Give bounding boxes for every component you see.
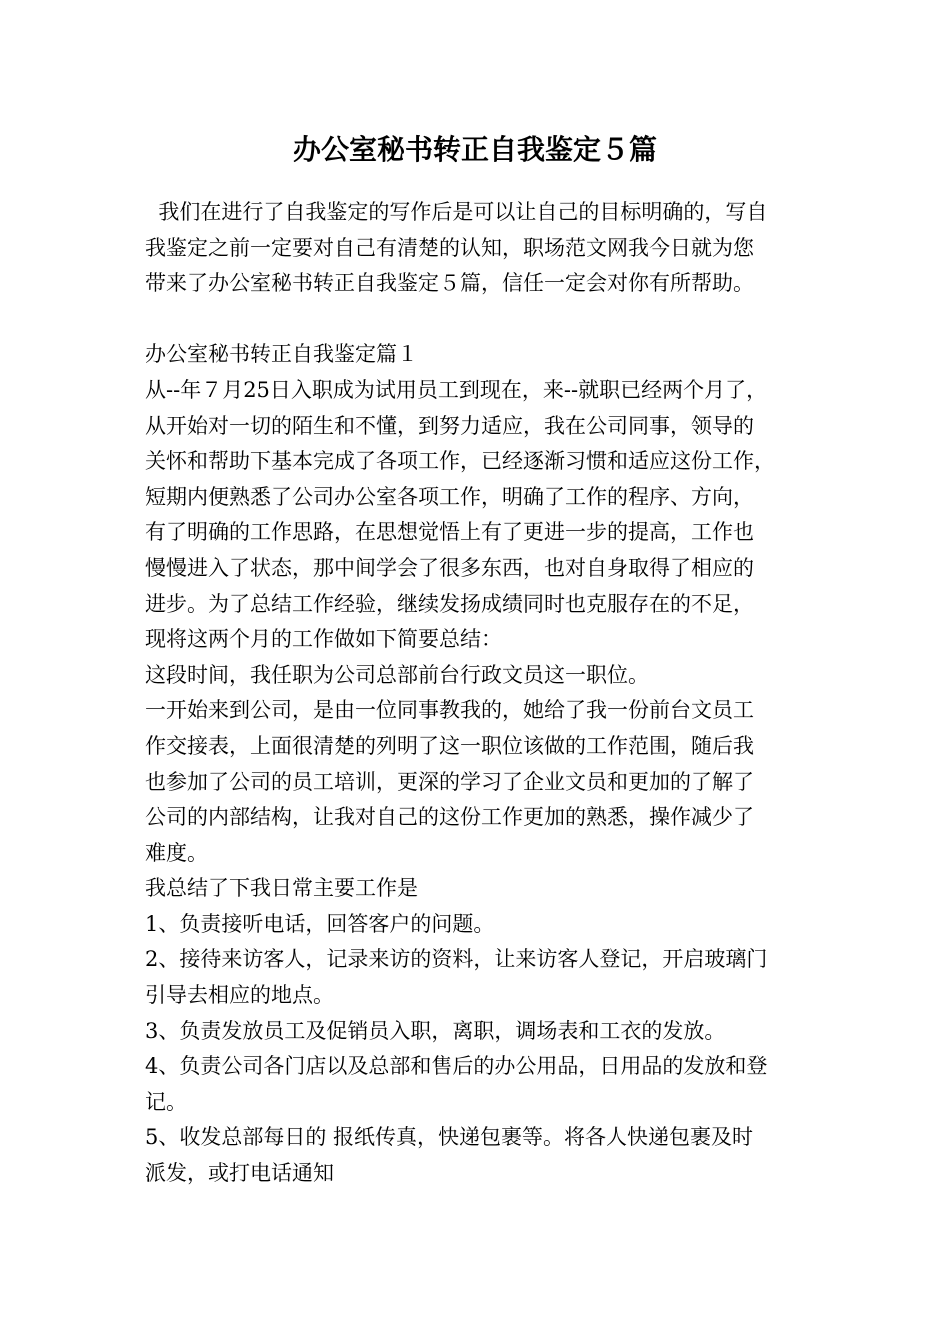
section-heading: 办公室秘书转正自我鉴定篇１ (145, 342, 418, 367)
body-line: 作交接表，上面很清楚的列明了这一职位该做的工作范围，随后我 (145, 733, 754, 758)
document-body (145, 195, 845, 1192)
body-line: 公司的内部结构，让我对自己的这份工作更加的熟悉，操作减少了 (145, 805, 754, 830)
list-item-continuation: 引导去相应的地点。 (145, 983, 334, 1008)
list-item: 2、接待来访客人，记录来访的资料，让来访客人登记，开启玻璃门 (145, 947, 768, 972)
body-line: 进步。为了总结工作经验，继续发扬成绩同时也克服存在的不足， (145, 591, 754, 616)
body-line: 从--年７月25日入职成为试用员工到现在，来--就职已经两个月了， (145, 377, 768, 402)
list-item: 1、负责接听电话，回答客户的问题。 (145, 911, 495, 936)
body-line: 我总结了下我日常主要工作是 (145, 876, 418, 901)
intro-line: 我们在进行了自我鉴定的写作后是可以让自己的目标明确的，写自 (145, 200, 768, 224)
paragraph-spacer (145, 302, 845, 338)
body-line: 难度。 (145, 840, 208, 865)
body-line: 从开始对一切的陌生和不懂，到努力适应，我在公司同事，领导的 (145, 413, 754, 438)
body-line: 现将这两个月的工作做如下简要总结： (145, 627, 502, 652)
list-item: 3、负责发放员工及促销员入职，离职，调场表和工衣的发放。 (145, 1018, 726, 1043)
body-line: 短期内便熟悉了公司办公室各项工作，明确了工作的程序、方向， (145, 484, 754, 509)
body-line: 一开始来到公司，是由一位同事教我的，她给了我一份前台文员工 (145, 698, 754, 723)
intro-line: 带来了办公室秘书转正自我鉴定５篇，信任一定会对你有所帮助。 (145, 271, 754, 296)
list-item-continuation: 记。 (145, 1089, 187, 1114)
intro-paragraph (145, 195, 845, 302)
body-line: 也参加了公司的员工培训，更深的学习了企业文员和更加的了解了 (145, 769, 754, 794)
body-line: 关怀和帮助下基本完成了各项工作，已经逐渐习惯和适应这份工作， (145, 449, 775, 474)
body-line: 这段时间，我任职为公司总部前台行政文员这一职位。 (145, 662, 649, 687)
list-item-continuation: 派发，或打电话通知 (145, 1161, 334, 1186)
list-item: 5、收发总部每日的 报纸传真，快递包裹等。将各人快递包裹及时 (145, 1125, 754, 1150)
section-body (145, 373, 845, 1192)
list-item: 4、负责公司各门店以及总部和售后的办公用品，日用品的发放和登 (145, 1054, 768, 1079)
intro-line: 我鉴定之前一定要对自己有清楚的认知，职场范文网我今日就为您 (145, 235, 754, 260)
document-title: 办公室秘书转正自我鉴定５篇 (292, 133, 657, 166)
body-line: 慢慢进入了状态，那中间学会了很多东西，也对自身取得了相应的 (145, 555, 754, 580)
body-line: 有了明确的工作思路，在思想觉悟上有了更进一步的提高，工作也 (145, 520, 754, 545)
